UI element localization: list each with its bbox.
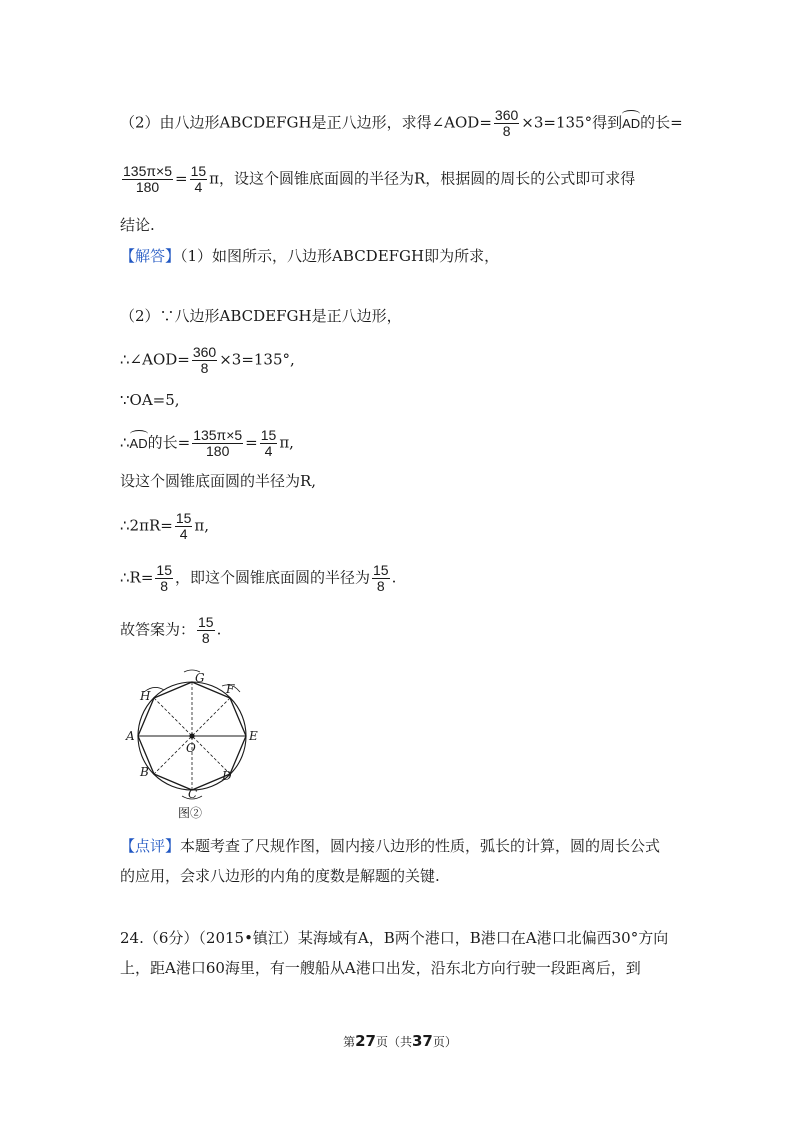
text: π，设这个圆锥底面圆的半径为R，根据圆的周长的公式即可求得 bbox=[209, 169, 636, 188]
octagon-figure bbox=[120, 660, 270, 825]
denominator: 180 bbox=[206, 443, 230, 459]
text: ∴ bbox=[120, 433, 130, 452]
text: （2）由八边形ABCDEFGH是正八边形，求得∠AOD= bbox=[120, 113, 492, 132]
answer-tag: 【解答】 bbox=[120, 247, 181, 265]
center-point bbox=[189, 733, 194, 738]
fraction bbox=[494, 108, 519, 139]
numerator: 15 bbox=[260, 427, 277, 443]
text: ，即这个圆锥底面圆的半径为 bbox=[174, 568, 370, 587]
text: ×3=135°, bbox=[219, 350, 295, 369]
denominator: 8 bbox=[160, 578, 169, 594]
text: . bbox=[216, 620, 222, 639]
fraction bbox=[175, 511, 193, 542]
comment-tag: 【点评】 bbox=[120, 837, 181, 855]
numerator: 15 bbox=[373, 562, 389, 578]
denominator: 4 bbox=[264, 443, 273, 459]
answer-p2-line-2 bbox=[120, 345, 295, 376]
text: = bbox=[174, 169, 188, 188]
answer-p2-line-6 bbox=[120, 511, 209, 542]
analysis-line-1 bbox=[120, 108, 683, 139]
denominator: 8 bbox=[200, 360, 209, 376]
arc-ad: AD bbox=[622, 111, 640, 134]
fraction bbox=[190, 164, 208, 195]
question-24-line-1: 24.（6分）（2015•镇江）某海域有A，B两个港口，B港口在A港口北偏西30°方向 bbox=[120, 929, 669, 947]
label-f: F bbox=[226, 682, 235, 696]
page-number: 27 bbox=[355, 1032, 376, 1050]
label-h: H bbox=[140, 689, 151, 703]
text: 页（共 bbox=[375, 1035, 412, 1049]
text: 故答案为： bbox=[120, 620, 196, 639]
numerator: 15 bbox=[156, 562, 172, 578]
label-g: G bbox=[195, 671, 205, 685]
fraction bbox=[197, 615, 215, 646]
answer-line-1 bbox=[120, 246, 499, 266]
text: （1）如图所示，八边形ABCDEFGH即为所求， bbox=[180, 247, 500, 265]
denominator: 4 bbox=[179, 526, 188, 542]
final-answer-line bbox=[120, 615, 221, 646]
text: 第 bbox=[343, 1035, 356, 1049]
comment-line-2: 的应用，会求八边形的内角的度数是解题的关键. bbox=[120, 867, 440, 885]
question-24-line-2: 上，距A港口60海里，有一艘船从A港口出发，沿东北方向行驶一段距离后，到 bbox=[120, 959, 641, 977]
figure-caption: 图② bbox=[178, 806, 203, 820]
numerator: 135π×5 bbox=[123, 163, 172, 179]
fraction bbox=[155, 563, 173, 594]
comment-line-1 bbox=[120, 836, 660, 856]
label-c: C bbox=[188, 787, 198, 801]
label-o: O bbox=[186, 741, 196, 755]
numerator: 360 bbox=[192, 344, 217, 360]
answer-p2-line-3: ∵OA=5, bbox=[120, 391, 180, 409]
numerator: 15 bbox=[175, 510, 192, 526]
total-pages: 37 bbox=[412, 1032, 433, 1050]
text: ×3=135°得到 bbox=[521, 113, 623, 132]
page-footer bbox=[0, 1032, 800, 1050]
text: π, bbox=[279, 433, 294, 452]
numerator: 15 bbox=[198, 614, 214, 630]
text: ∴∠AOD= bbox=[120, 350, 190, 369]
answer-p2-line-4 bbox=[120, 428, 294, 459]
analysis-line-2 bbox=[120, 164, 635, 195]
text: 的长= bbox=[147, 433, 191, 452]
fraction bbox=[372, 563, 390, 594]
text: 的长= bbox=[640, 113, 683, 132]
denominator: 4 bbox=[194, 179, 203, 195]
fraction bbox=[192, 345, 217, 376]
label-e: E bbox=[249, 729, 258, 743]
answer-p2-line-5: 设这个圆锥底面圆的半径为R, bbox=[120, 472, 317, 490]
numerator: 15 bbox=[190, 163, 207, 179]
fraction bbox=[122, 164, 173, 195]
denominator: 8 bbox=[502, 123, 511, 139]
arc-ad: AD bbox=[130, 431, 148, 454]
text: π, bbox=[194, 516, 210, 535]
fraction bbox=[260, 428, 278, 459]
denominator: 180 bbox=[135, 179, 160, 195]
label-d: D bbox=[222, 769, 232, 783]
label-b: B bbox=[140, 765, 149, 779]
answer-p2-line-7 bbox=[120, 563, 396, 594]
text: ∴R= bbox=[120, 568, 154, 587]
text: . bbox=[391, 568, 397, 587]
text: 页） bbox=[432, 1035, 457, 1049]
text: ∴2πR= bbox=[120, 516, 173, 535]
numerator: 360 bbox=[494, 107, 519, 123]
fraction bbox=[192, 428, 243, 459]
label-a: A bbox=[126, 729, 135, 743]
numerator: 135π×5 bbox=[193, 427, 243, 443]
text: 本题考查了尺规作图，圆内接八边形的性质，弧长的计算，圆的周长公式 bbox=[180, 837, 661, 855]
denominator: 8 bbox=[376, 578, 385, 594]
text: = bbox=[245, 433, 258, 452]
analysis-line-3: 结论. bbox=[120, 216, 155, 234]
answer-p2-line-1: （2）∵八边形ABCDEFGH是正八边形， bbox=[120, 307, 402, 325]
denominator: 8 bbox=[201, 630, 210, 646]
